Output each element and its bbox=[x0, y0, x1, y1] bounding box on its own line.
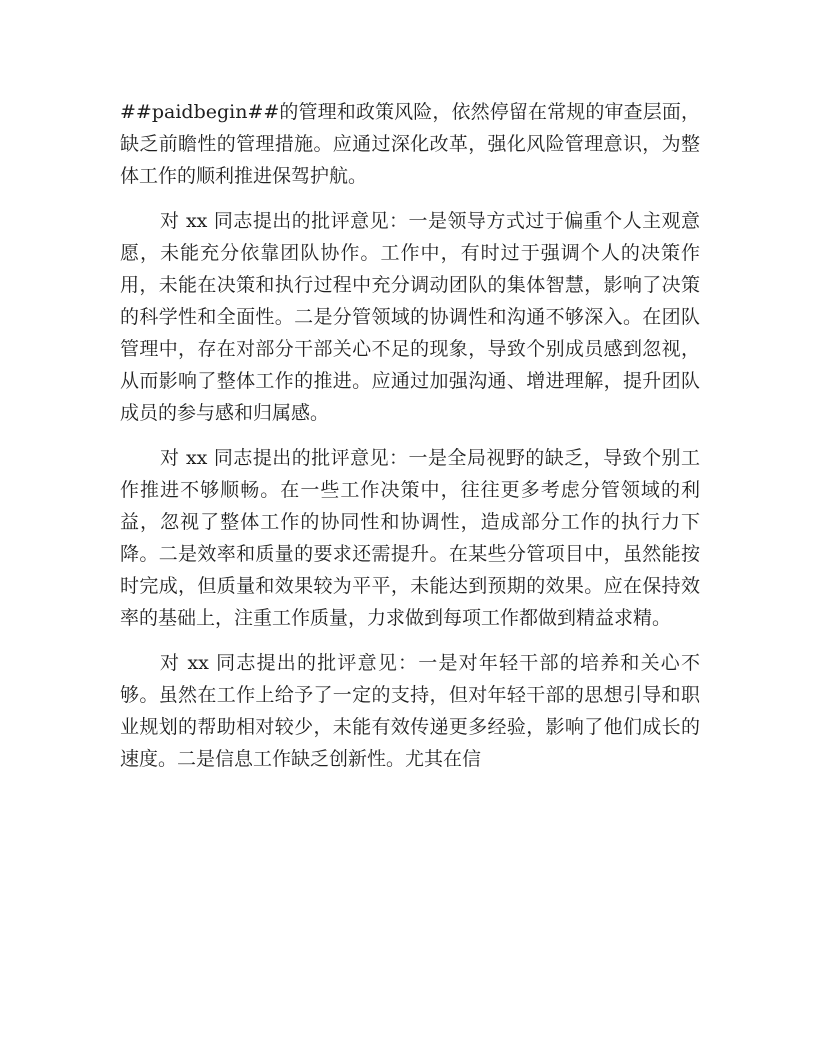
paragraph-criticism-1: 对 xx 同志提出的批评意见：一是领导方式过于偏重个人主观意愿，未能充分依靠团队协作。工作中，有时过于强调个人的决策作用，未能在决策和执行过程中充分调动团队的集体智慧，影响了决策的科学性和全面性。二是分管领域的协调性和沟通不够深入。在团队管理中，存在对部分干部关心不足的现象，导致个别成员感到忽视，从而影响了整体工作的推进。应通过加强沟通、增进理解，提升团队成员的参与感和归属感。 bbox=[120, 210, 700, 424]
paragraph-criticism-2: 对 xx 同志提出的批评意见：一是全局视野的缺乏，导致个别工作推进不够顺畅。在一些工作决策中，往往更多考虑分管领域的利益，忽视了整体工作的协同性和协调性，造成部分工作的执行力下降。二是效率和质量的要求还需提升。在某些分管项目中，虽然能按时完成，但质量和效果较为平平，未能达到预期的效果。应在保持效率的基础上，注重工作质量，力求做到每项工作都做到精益求精。 bbox=[120, 447, 700, 629]
document-body bbox=[120, 96, 700, 788]
paragraph-criticism-3: 对 xx 同志提出的批评意见：一是对年轻干部的培养和关心不够。虽然在工作上给予了一定的支持，但对年轻干部的思想引导和职业规划的帮助相对较少，未能有效传递更多经验，影响了他们成长的速度。二是信息工作缺乏创新性。尤其在信 bbox=[120, 652, 700, 770]
paragraph-continued: ##paidbegin##的管理和政策风险，依然停留在常规的审查层面，缺乏前瞻性的管理措施。应通过深化改革，强化风险管理意识，为整体工作的顺利推进保驾护航。 bbox=[120, 101, 700, 187]
